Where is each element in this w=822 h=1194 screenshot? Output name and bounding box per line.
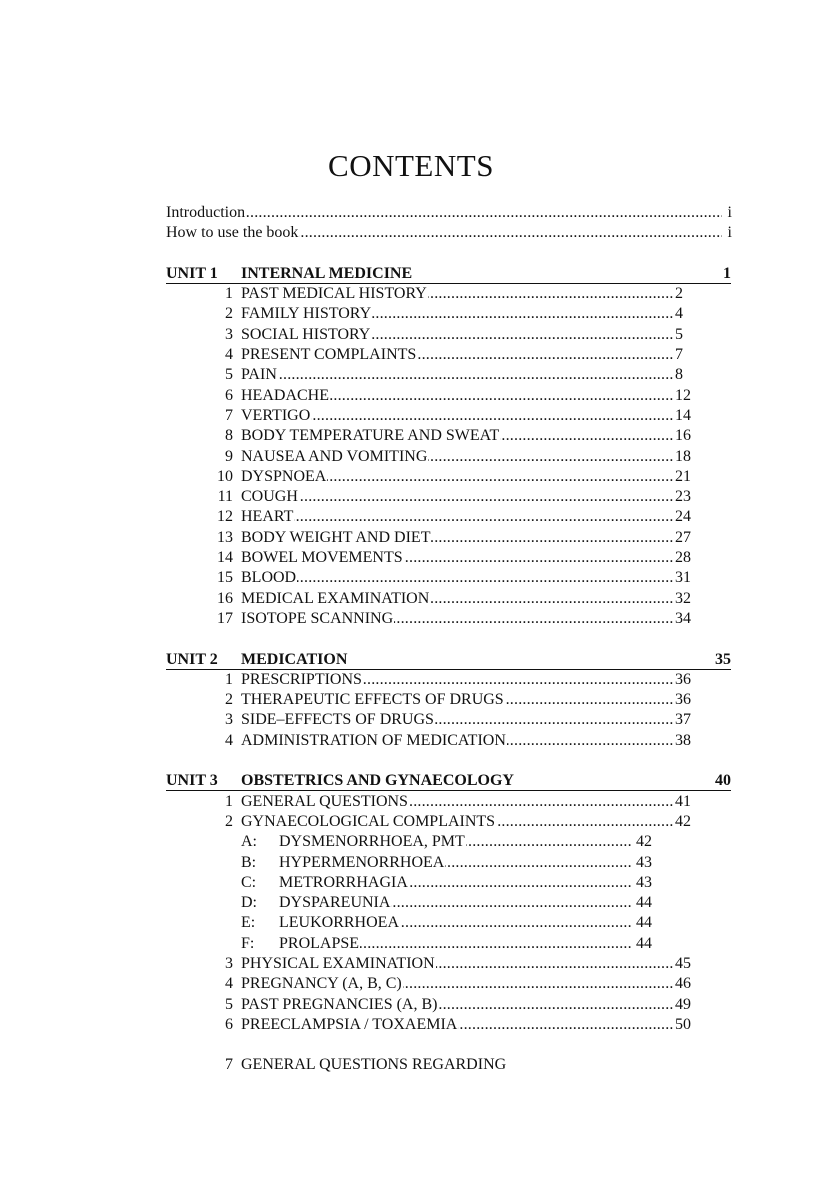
toc-entry bbox=[0, 974, 822, 994]
unit-heading-row bbox=[0, 264, 822, 284]
entry-page: 28 bbox=[674, 548, 701, 568]
section-gap bbox=[0, 1035, 822, 1055]
toc-entry bbox=[0, 690, 822, 710]
unit-heading bbox=[166, 264, 731, 284]
entry-number: 2 bbox=[225, 305, 233, 323]
table-of-contents bbox=[0, 203, 822, 1076]
entry-leader bbox=[279, 934, 632, 954]
entry-page: 27 bbox=[674, 528, 701, 548]
entry-leader bbox=[241, 365, 674, 385]
toc-front-entry bbox=[0, 203, 822, 223]
entry-page: 42 bbox=[674, 812, 701, 832]
toc-entry bbox=[0, 670, 822, 690]
entry-label: COUGH bbox=[241, 488, 298, 506]
entry-label: PROLAPSE bbox=[279, 934, 360, 952]
section-gap bbox=[0, 244, 822, 264]
unit-page: 40 bbox=[715, 772, 731, 790]
entry-page: 44 bbox=[632, 913, 662, 933]
entry-leader bbox=[241, 426, 674, 446]
entry-page: 49 bbox=[674, 995, 701, 1015]
entry-page: 50 bbox=[674, 1015, 701, 1035]
entry-leader bbox=[279, 853, 632, 873]
entry-label: MEDICAL EXAMINATION bbox=[241, 589, 430, 607]
entry-page: 23 bbox=[674, 487, 701, 507]
entry-leader bbox=[241, 345, 674, 365]
entry-label: HEADACHE bbox=[241, 386, 329, 404]
entry-page: 37 bbox=[674, 710, 701, 730]
entry-label: HYPERMENORRHOEA bbox=[279, 853, 445, 871]
entry-page: 44 bbox=[632, 893, 662, 913]
entry-label: NAUSEA AND VOMITING bbox=[241, 447, 428, 465]
toc-subentry bbox=[0, 853, 822, 873]
entry-leader bbox=[241, 304, 674, 324]
entry-leader bbox=[241, 995, 674, 1015]
toc-entry bbox=[0, 365, 822, 385]
entry-leader bbox=[241, 507, 674, 527]
entry-number: 8 bbox=[225, 427, 233, 445]
entry-page: i bbox=[722, 203, 732, 223]
entry-number: 15 bbox=[217, 569, 233, 587]
toc-entry bbox=[0, 528, 822, 548]
entry-page: 7 bbox=[674, 345, 701, 365]
unit-title: MEDICATION bbox=[241, 650, 348, 668]
entry-leader bbox=[241, 609, 674, 629]
unit-heading bbox=[166, 771, 731, 791]
entry-leader bbox=[166, 203, 722, 223]
entry-leader bbox=[279, 893, 632, 913]
entry-leader bbox=[241, 812, 674, 832]
entry-label: PRESENT COMPLAINTS bbox=[241, 346, 417, 364]
entry-number: 13 bbox=[217, 528, 233, 546]
toc-front-entry bbox=[0, 223, 822, 243]
entry-leader bbox=[279, 873, 632, 893]
entry-label: LEUKORRHOEA bbox=[279, 914, 399, 932]
entry-label: GENERAL QUESTIONS REGARDING bbox=[241, 1056, 507, 1074]
entry-label: ISOTOPE SCANNING bbox=[241, 609, 394, 627]
entry-leader bbox=[279, 913, 632, 933]
toc-entry bbox=[0, 325, 822, 345]
entry-label: THERAPEUTIC EFFECTS OF DRUGS bbox=[241, 691, 504, 709]
toc-entry bbox=[0, 548, 822, 568]
entry-label: PRESCRIPTIONS bbox=[241, 670, 362, 688]
entry-leader bbox=[241, 548, 674, 568]
entry-label: VERTIGO bbox=[241, 406, 311, 424]
entry-number: 1 bbox=[225, 670, 233, 688]
entry-number: 14 bbox=[217, 549, 233, 567]
section-gap bbox=[0, 629, 822, 649]
unit-page: 1 bbox=[723, 264, 731, 282]
entry-label: PREECLAMPSIA / TOXAEMIA bbox=[241, 1015, 458, 1033]
unit-number: UNIT 2 bbox=[166, 650, 218, 668]
entry-number: 1 bbox=[225, 285, 233, 303]
toc-entry bbox=[0, 304, 822, 324]
entry-label: HEART bbox=[241, 508, 294, 526]
entry-leader bbox=[241, 447, 674, 467]
entry-page: 32 bbox=[674, 589, 701, 609]
entry-page: 36 bbox=[674, 670, 701, 690]
toc-subentry bbox=[0, 913, 822, 933]
entry-label: PHYSICAL EXAMINATION bbox=[241, 954, 435, 972]
entry-label: FAMILY HISTORY bbox=[241, 305, 372, 323]
entry-leader bbox=[241, 284, 674, 304]
toc-subentry bbox=[0, 873, 822, 893]
toc-entry bbox=[0, 406, 822, 426]
entry-number: 7 bbox=[225, 406, 233, 424]
entry-label: PAIN bbox=[241, 366, 277, 384]
toc-entry bbox=[0, 507, 822, 527]
entry-label: BLOOD bbox=[241, 569, 297, 587]
entry-leader bbox=[241, 386, 674, 406]
entry-number: 5 bbox=[225, 995, 233, 1013]
entry-number: 2 bbox=[225, 812, 233, 830]
entry-page: 5 bbox=[674, 325, 701, 345]
entry-page: 41 bbox=[674, 792, 701, 812]
subentry-letter: F: bbox=[241, 934, 255, 952]
toc-entry bbox=[0, 710, 822, 730]
entry-number: 4 bbox=[225, 975, 233, 993]
entry-page: 44 bbox=[632, 934, 662, 954]
toc-entry bbox=[0, 954, 822, 974]
entry-page: 45 bbox=[674, 954, 701, 974]
toc-entry bbox=[0, 609, 822, 629]
entry-label: PAST MEDICAL HISTORY bbox=[241, 285, 427, 303]
entry-page: i bbox=[722, 223, 732, 243]
unit-number: UNIT 3 bbox=[166, 772, 218, 790]
toc-entry bbox=[0, 467, 822, 487]
entry-number: 6 bbox=[225, 386, 233, 404]
page-title: CONTENTS bbox=[328, 148, 494, 183]
entry-page: 34 bbox=[674, 609, 701, 629]
entry-number: 2 bbox=[225, 691, 233, 709]
entry-page: 4 bbox=[674, 304, 701, 324]
entry-label: GENERAL QUESTIONS bbox=[241, 792, 408, 810]
unit-heading-row bbox=[0, 771, 822, 791]
entry-leader bbox=[241, 792, 674, 812]
entry-leader bbox=[241, 589, 674, 609]
entry-leader bbox=[241, 974, 674, 994]
section-gap bbox=[0, 751, 822, 771]
entry-page: 43 bbox=[632, 873, 662, 893]
entry-page: 8 bbox=[674, 365, 701, 385]
entry-leader bbox=[241, 467, 674, 487]
entry-page: 2 bbox=[674, 284, 701, 304]
subentry-letter: E: bbox=[241, 914, 256, 932]
entry-label: SOCIAL HISTORY bbox=[241, 325, 371, 343]
subentry-letter: D: bbox=[241, 894, 257, 912]
entry-label: BODY WEIGHT AND DIET bbox=[241, 528, 431, 546]
toc-entry bbox=[0, 812, 822, 832]
toc-entry bbox=[0, 731, 822, 751]
toc-entry bbox=[0, 568, 822, 588]
toc-subentry bbox=[0, 893, 822, 913]
entry-label: Introduction bbox=[166, 204, 246, 221]
subentry-letter: C: bbox=[241, 873, 257, 891]
toc-entry bbox=[0, 1015, 822, 1035]
entry-leader bbox=[241, 954, 674, 974]
entry-number: 3 bbox=[225, 711, 233, 729]
entry-label: DYSPAREUNIA bbox=[279, 894, 391, 912]
entry-label: SIDE–EFFECTS OF DRUGS bbox=[241, 711, 434, 729]
entry-leader bbox=[241, 325, 674, 345]
entry-page: 36 bbox=[674, 690, 701, 710]
entry-page: 43 bbox=[632, 853, 662, 873]
entry-page: 12 bbox=[674, 386, 701, 406]
entry-leader bbox=[241, 528, 674, 548]
toc-entry bbox=[0, 589, 822, 609]
toc-entry bbox=[0, 345, 822, 365]
entry-number: 6 bbox=[225, 1015, 233, 1033]
entry-leader bbox=[241, 406, 674, 426]
toc-entry bbox=[0, 386, 822, 406]
entry-leader bbox=[241, 690, 674, 710]
entry-number: 10 bbox=[217, 467, 233, 485]
entry-page: 38 bbox=[674, 731, 701, 751]
entry-label: BOWEL MOVEMENTS bbox=[241, 549, 403, 567]
unit-heading-row bbox=[0, 650, 822, 670]
entry-leader bbox=[241, 731, 674, 751]
entry-label: How to use the book bbox=[166, 224, 299, 242]
entry-number: 9 bbox=[225, 447, 233, 465]
entry-page: 16 bbox=[674, 426, 701, 446]
entry-label: BODY TEMPERATURE AND SWEAT bbox=[241, 427, 500, 445]
entry-leader bbox=[279, 832, 632, 852]
entry-leader bbox=[241, 487, 674, 507]
entry-number: 3 bbox=[225, 954, 233, 972]
unit-page: 35 bbox=[715, 650, 731, 668]
entry-label: DYSPNOEA bbox=[241, 467, 327, 485]
unit-title: OBSTETRICS AND GYNAECOLOGY bbox=[241, 772, 514, 790]
entry-number: 4 bbox=[225, 731, 233, 749]
entry-page: 31 bbox=[674, 568, 701, 588]
unit-title: INTERNAL MEDICINE bbox=[241, 264, 413, 282]
entry-leader bbox=[241, 568, 674, 588]
toc-subentry bbox=[0, 832, 822, 852]
entry-page: 18 bbox=[674, 447, 701, 467]
entry-page: 42 bbox=[632, 832, 662, 852]
entry-leader bbox=[241, 1015, 674, 1035]
entry-number: 4 bbox=[225, 346, 233, 364]
toc-entry bbox=[0, 426, 822, 446]
entry-number: 12 bbox=[217, 508, 233, 526]
entry-number: 1 bbox=[225, 792, 233, 810]
toc-entry bbox=[0, 487, 822, 507]
entry-leader bbox=[241, 670, 674, 690]
toc-subentry bbox=[0, 934, 822, 954]
entry-number: 5 bbox=[225, 366, 233, 384]
entry-number: 16 bbox=[217, 589, 233, 607]
unit-heading bbox=[166, 650, 731, 670]
entry-label: DYSMENORRHOEA, PMT bbox=[279, 833, 465, 851]
entry-number: 11 bbox=[217, 488, 233, 506]
entry-number: 7 bbox=[225, 1056, 233, 1074]
subentry-letter: B: bbox=[241, 853, 257, 871]
entry-label: PREGNANCY (A, B, C) bbox=[241, 975, 402, 993]
toc-entry bbox=[0, 1055, 822, 1075]
entry-label: METRORRHAGIA bbox=[279, 873, 408, 891]
entry-page: 21 bbox=[674, 467, 701, 487]
entry-label: GYNAECOLOGICAL COMPLAINTS bbox=[241, 812, 496, 830]
subentry-letter: A: bbox=[241, 833, 257, 851]
entry-label: PAST PREGNANCIES (A, B) bbox=[241, 995, 438, 1013]
toc-entry bbox=[0, 447, 822, 467]
entry-leader bbox=[166, 223, 722, 243]
entry-leader bbox=[241, 710, 674, 730]
entry-page: 46 bbox=[674, 974, 701, 994]
toc-entry bbox=[0, 792, 822, 812]
entry-number: 17 bbox=[217, 609, 233, 627]
entry-page: 14 bbox=[674, 406, 701, 426]
toc-entry bbox=[0, 995, 822, 1015]
entry-label: ADMINISTRATION OF MEDICATION bbox=[241, 731, 506, 749]
unit-number: UNIT 1 bbox=[166, 264, 218, 282]
toc-entry bbox=[0, 284, 822, 304]
entry-page: 24 bbox=[674, 507, 701, 527]
entry-number: 3 bbox=[225, 325, 233, 343]
